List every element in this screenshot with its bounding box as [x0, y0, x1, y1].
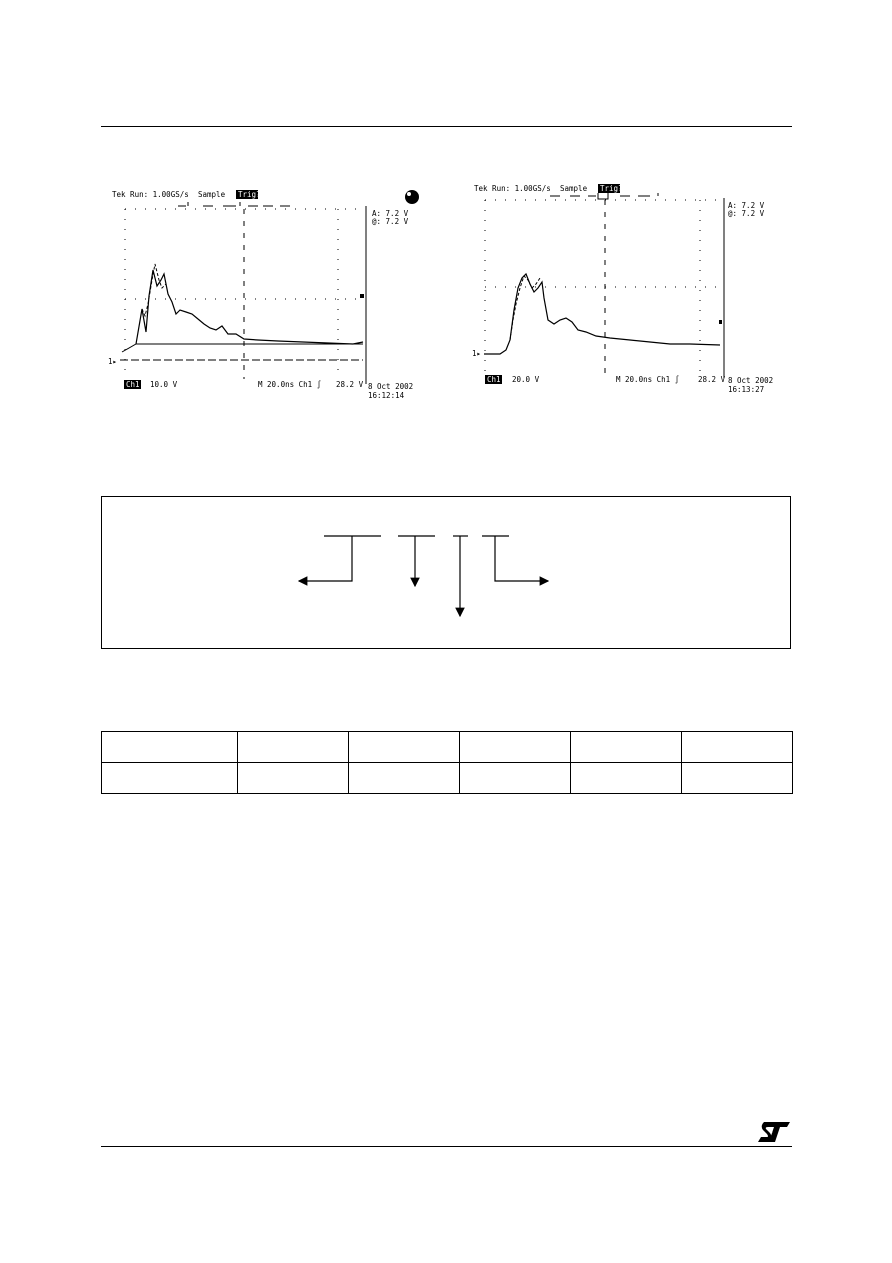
arrow-left-icon	[299, 536, 352, 581]
st-logo-icon	[756, 1120, 792, 1149]
trigger-level: 28.2 V	[698, 375, 726, 384]
table-cell	[102, 763, 238, 794]
table-cell	[238, 732, 349, 763]
timebase-readout: M 20.0ns Ch1 ∫	[616, 375, 680, 384]
table-cell	[460, 732, 571, 763]
data-table	[101, 731, 793, 794]
arrow-right-icon	[495, 536, 548, 581]
channel-marker: 1▸	[472, 349, 482, 358]
table-cell	[238, 763, 349, 794]
cursor-b-readout: @: 7.2 V	[372, 217, 409, 226]
capture-time: 16:13:27	[728, 385, 765, 394]
table-cell	[682, 732, 793, 763]
channel-label: Ch1	[487, 375, 501, 384]
table-cell	[460, 763, 571, 794]
capture-date: 8 Oct 2002	[728, 376, 774, 385]
cursor-a-readout: A: 7.2 V	[728, 201, 765, 210]
capture-date: 8 Oct 2002	[368, 382, 414, 391]
table-cell	[571, 763, 682, 794]
cursor-b-readout: @: 7.2 V	[728, 209, 765, 218]
oscilloscope-capture-left	[108, 184, 428, 404]
header-rule	[101, 126, 792, 127]
channel-scale: 10.0 V	[150, 380, 178, 389]
capture-time: 16:12:14	[368, 391, 405, 400]
cursor-a-readout: A: 7.2 V	[372, 209, 409, 218]
trig-status-label: Trig?	[238, 190, 261, 199]
table-cell	[349, 763, 460, 794]
oscilloscope-capture-right	[470, 180, 790, 400]
table-cell	[571, 732, 682, 763]
channel-marker: 1▸	[108, 357, 118, 366]
scope-acq-mode: Sample	[560, 184, 588, 193]
table-row	[102, 763, 793, 794]
table-row	[102, 732, 793, 763]
table-cell	[102, 732, 238, 763]
scope-run-rate: Tek Run: 1.00GS/s	[474, 184, 551, 193]
footer-rule	[101, 1146, 792, 1147]
timebase-readout: M 20.0ns Ch1 ∫	[258, 380, 322, 389]
table-cell	[682, 763, 793, 794]
channel-scale: 20.0 V	[512, 375, 540, 384]
table-cell	[349, 732, 460, 763]
run-indicator-icon	[405, 190, 419, 204]
channel-label: Ch1	[126, 380, 140, 389]
scope-acq-mode: Sample	[198, 190, 226, 199]
ordering-code-diagram	[101, 496, 791, 649]
trig-status-label: Trig?	[600, 184, 623, 193]
scope-run-rate: Tek Run: 1.00GS/s	[112, 190, 189, 199]
trigger-level: 28.2 V	[336, 380, 364, 389]
